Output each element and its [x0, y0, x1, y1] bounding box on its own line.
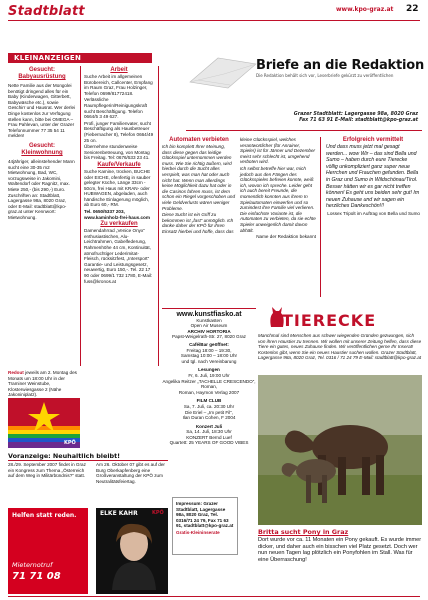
impressum-note: Gratis-Kleininserate [176, 529, 220, 535]
kunstfiasko-box [162, 312, 256, 446]
automaten-letter-p2: Diese Sucht ist ein Griff zu bekommen ist „fast“ unmöglich. Ich danke daher der KPÖ für ihren Einsatz hierbei und hoffe, dass das [162, 212, 234, 234]
automaten-heading: Automaten verbieten [169, 137, 229, 143]
lesung-date: Fr, 6. Juli, 19:00 Uhr [188, 372, 230, 378]
portrait-name: ELKE KAHR [100, 510, 138, 517]
tierecke-title: TIERECKE [282, 311, 377, 330]
wohnung-ad-text: 44jähriger, alleinstehender Mann sucht eine 30-35 m2 Mietwohnung, Bad, WC, vorzugsweise in Jakomini, Waltendorf oder Ragnitz, max. Miete 250,- (bis 290,-) Euro. Zuschriften an: Stadtblatt, Lagergasse 98a, 8020 Graz, oder E-Mail: stadtblatt@kpo-graz.at unter Kennwort: Mietwohnung. [8, 158, 75, 220]
cafe-hours-3: und tgl. nach Vereinbarung [181, 358, 237, 364]
tierecke-intro: Manchmal sind Menschen aus schwer wiegenden Gründen gezwungen, sich von ihren Haustier zu trennen. Wir wollen mit unserer Zeitung helfen, dass diese Tiere ein gutes, neues Zuhause finden. Wir veröffentlichen gerne Ihr Inserat! Kostenlos gibt, wenn Sie ein neues Haustier suchen wollen. Grazer Stadtblatt, Lagergasse 98a, 8020 Graz, Tel. 0316 / 71 24 79 E-Mail: stadtblatt@kpo-graz.at [258, 333, 422, 361]
column-divider [320, 137, 321, 297]
erfolgreich-signature: Lossex Tripolt im Auftrag von Bella und Sumo [327, 210, 420, 216]
col-letter-cont [240, 137, 316, 241]
arbeit-ad-1: Suche Arbeit im allgemeinen Bürobereich, Callcenter, Empfang im Raum Graz, Frau Holzinger, Telefon 0699/81772418. [84, 74, 153, 96]
kaufe-ad-text: Suche Kamine, trocken, BUCHE oder EICHE, ofenfertig in sauber gelegter Küche, Länge 33cm - 50cm, frei Haus mit KRAN- oder HUBWAGEN, abgeladen, auch händische Einlagerung möglich, ab Euro 60,- RM. [84, 168, 151, 208]
kaufe-ad-contact: Tel. 0650/5337 203, www.kaminholz-frei-haus.com [84, 209, 150, 220]
arbeit-ad-4: Übernehme stundenweise Seniorenbetreuung, von Montag bis Freitag. Tel: 0676/533 23 41. [84, 144, 150, 161]
konzert-title: KONZERT Bernd Luef [186, 434, 232, 440]
verkaufen-heading: Zu verkaufen [100, 221, 138, 228]
section-title: Stadtblatt [8, 4, 85, 19]
briefe-address [250, 112, 418, 124]
erfolgreich-text: Und dass muss jetzt mal gesagt werden... wow Wir – das sind Bella und Sumo – haben durch eure Tierecke völlig unkompliziert ganz super neue Herrchen und Frauchen gefunden. Bella in Graz und Sumo in Wildschönau/Tirol. Besser hätten wir es gar nicht treffen können! Es geht uns beiden sehr gut! Im neuen Zuhause und wir sagen ein herzliches Dankeschön!!! [326, 144, 420, 210]
mieternotruf-phone: 71 71 08 [12, 571, 61, 582]
letter-signature: Name der Redaktion bekannt [256, 234, 316, 240]
film-heading: FILM CLUB [196, 398, 222, 404]
babyausruestung-heading: Babyausrüstung [18, 74, 66, 80]
cafe-hours-label: Café/Bar geöffnet: [189, 341, 229, 347]
col-erfolgreich [326, 137, 420, 218]
portrait-photo [106, 520, 162, 590]
briefe-title: Briefe an die Redaktion [256, 58, 425, 73]
konzert-sub: Quartett: 25 YEARS OF GOOD VIBES [169, 440, 249, 446]
erfolgreich-heading: Erfolgreich vermittelt [342, 137, 404, 143]
impressum-text: Impressum: Grazer Stadtblatt, Lagergasse 98a, 8020 Graz, Tel. 0316/71 24 79, Fax 71 63 91, stadtblatt@kpo-graz.at [176, 501, 234, 529]
letter-icon [188, 56, 258, 90]
column-divider [80, 66, 81, 366]
portrait-badge: KPÖ [152, 510, 164, 516]
kunstfiasko-addr: Papst-Weigelrath-Str. 27, 8020 Graz [172, 334, 246, 340]
pony-story: Dort wurde vor ca. 11 Monaten ein Pony gekauft. Es wurde immer dicker, und daher auch ein bisschen viel Platz gesetzt. Doch wer nun neuen Tagen lag plötzlich ein Ponyfohlen im Stall. Was für eine Überraschung! [258, 537, 422, 563]
gesucht-heading-1: Gesucht: [28, 67, 55, 73]
film-date: Sa, 7. Juli, ca. 20:30 Uhr [183, 403, 235, 409]
lesung-title: Angelika Reitzer „TACHELLE CRESCENDO“, Roman, [162, 378, 256, 390]
briefe-address-line2: Fax 71 63 91 E-Mail: stadtblatt@kpo-graz.at [299, 118, 418, 123]
briefe-address-line1: Grazer Stadtblatt: Lagergasse 98a, 8020 Graz [293, 112, 418, 117]
pony-caption: Britta sucht Pony in Graz [258, 528, 349, 536]
kunstfiasko-url[interactable]: www.kunstfiasko.at [176, 311, 242, 318]
pony-photo [258, 375, 422, 525]
redout-title: Redout [8, 370, 24, 375]
automaten-letter-p1: Ich bin komplett Ihrer Meinung, dass diese gegen das leidige Glücksspiel unternommen werden muss. Wie Sie richtig äußern, wird hierbei durch die Sucht alles verspielt, was man hat oder auch nicht hat. Wenn man allerdings keine Möglichkeit dazu hat oder in die Casinos fahren muss, ist dem schon ein Riegel vorgeschoben und viele Geldverlusts wären weniger Probleme. [162, 144, 236, 211]
film-director: Ilan Duran Cohen, F 2004 [182, 415, 236, 421]
kpo-badge: KPÖ [64, 440, 76, 446]
redout-text: jeweils am 2. Montag des Monats um 18:00 Uhr in der Traminer Weinstube, Klosterwiesgasse 2 (Nähe Jakoniniplatz). [8, 370, 77, 398]
arbeit-ad-2: Verlässliche Raumpflegerin/Reinigungskraft sucht Beschäftigung. Telefon 0664/5 3 49 627. [84, 97, 148, 120]
gesucht-heading-2: Gesucht: [28, 142, 55, 149]
col-automaten [162, 137, 236, 236]
cafe-hours-2: Samstag 10:00 – 18:00 Uhr [180, 353, 238, 359]
kunstfiasko-venue: Open Air Museum [190, 323, 228, 329]
col-arbeit [84, 67, 154, 285]
voranzeige-rule [8, 460, 168, 461]
kunst-rule-top [162, 308, 256, 309]
arbeit-ad-3: Profi, junger Familienvater, sucht Beschäftigung als Hausbetreuer (Fiebernacher 8), Telefon 0664/49 25 on. [84, 120, 154, 143]
impressum-box [172, 497, 238, 555]
mieternotruf-label: Mieternotruf [12, 561, 53, 569]
kleinwohnung-heading: Kleinwohnung [21, 149, 63, 156]
letter-cont-p1: kleine Glücksspiel, welches verantwortlicher (für Anrainer, Spieler) ist für Jänner und Dezember meist sehr schlecht ist, umgehend verboten wird. [240, 137, 316, 165]
kaufe-heading: Kaufe/Verkaufe [97, 161, 141, 168]
kunstfiasko-place: ARCHIV HORTORIA [187, 328, 231, 334]
arbeit-heading: Arbeit [110, 67, 128, 73]
lesung-heading: Lesungen [198, 367, 220, 373]
voranzeige-text-2: Am 26. Oktober 07 gibt es auf der Burg Oberkapfenberg eine Großveranstaltung der KPÖ zum Neutralitätsfeiertag. [96, 462, 165, 484]
kleinanzeigen-band: KLEINANZEIGEN [8, 53, 152, 63]
baby-ad-text: Nette Familie aus der Mongolei benötigt dringend alles für ein Baby (Kinderwagen, Gitterbett, Babywäsche etc.), sowie Geschirr und Hausrat. Wer derlei Dinge kostenlos zur Verfügung stellen kann, bitte bei OMEGA – Frau Pahlevan, unter der Grazer Telefonnummer 77 35 54 11 melden! [8, 83, 76, 139]
kunstfiasko-sub: Kunstkasten [196, 317, 222, 323]
letter-cont-p2: Ich selbst betreffe hier war, mich jedoch aus den Fängen des Glücksspieles befreien konnte, weiß ich, wovon ich spreche. Leider geht ich auch bereit Freunde, die momentlich konnten aus ihrem In Spielautomaten einwerfen und so zumindest ihre Familie viel verlieren. Die einfachste Variante ist, die Automaten zu verbieten, da sie echte Spieler unweigerlich damit davon abhält. [240, 165, 316, 233]
header-url[interactable]: www.kpo-graz.at [336, 6, 394, 13]
page-number: 22 [406, 4, 419, 14]
briefe-subtitle: Die Redaktion behält sich vor, Leserbriefe gekürzt zu veröffentlichen [256, 73, 394, 78]
helfen-box [8, 508, 88, 594]
voranzeige-text-1: 28./29. September 2007 findet in Graz ein Kongress zum Thema „Österreich auf dem Weg in Militärbündnis?“ statt. [8, 462, 86, 479]
column-divider [158, 66, 159, 366]
briefe-rule [186, 130, 422, 131]
lesung-publisher: Roman, Haymon Verlag 2007 [178, 389, 240, 395]
col-gesucht [8, 67, 76, 221]
header-rule [8, 20, 420, 21]
konzert-date: Sa, 14. Juli, 18:30 Uhr [186, 429, 232, 435]
film-title: Die Eriel – „Im petit Fil“, [185, 409, 233, 415]
verkaufen-ad-text: Damendahrrad „Venice Onyx“ enthusiastischen, Alu-Leichtrahmen, Gabelfederung, Rahmenhöhe 44 cm, Kontinuität, atmofruchtiger Lederimitat-Fleisch, rücksitzfest, „Intersport“ Garantie- und Leistungsgesetz, neuwertig, Euro 150,-. Tel. 22 17 90 oder 0699/1 732 1780, E-Mail: fuss@kronos.at [84, 228, 153, 284]
voranzeige-title: Voranzeige: Neuhaltlich bleibt! [8, 452, 121, 460]
helfen-slogan: Helfen statt reden. [12, 512, 77, 519]
footer-rule [8, 596, 420, 597]
konzert-heading: Konzert Juli [195, 423, 223, 429]
cafe-hours-1: Freitag 18:00 – 19:30, [186, 347, 232, 353]
